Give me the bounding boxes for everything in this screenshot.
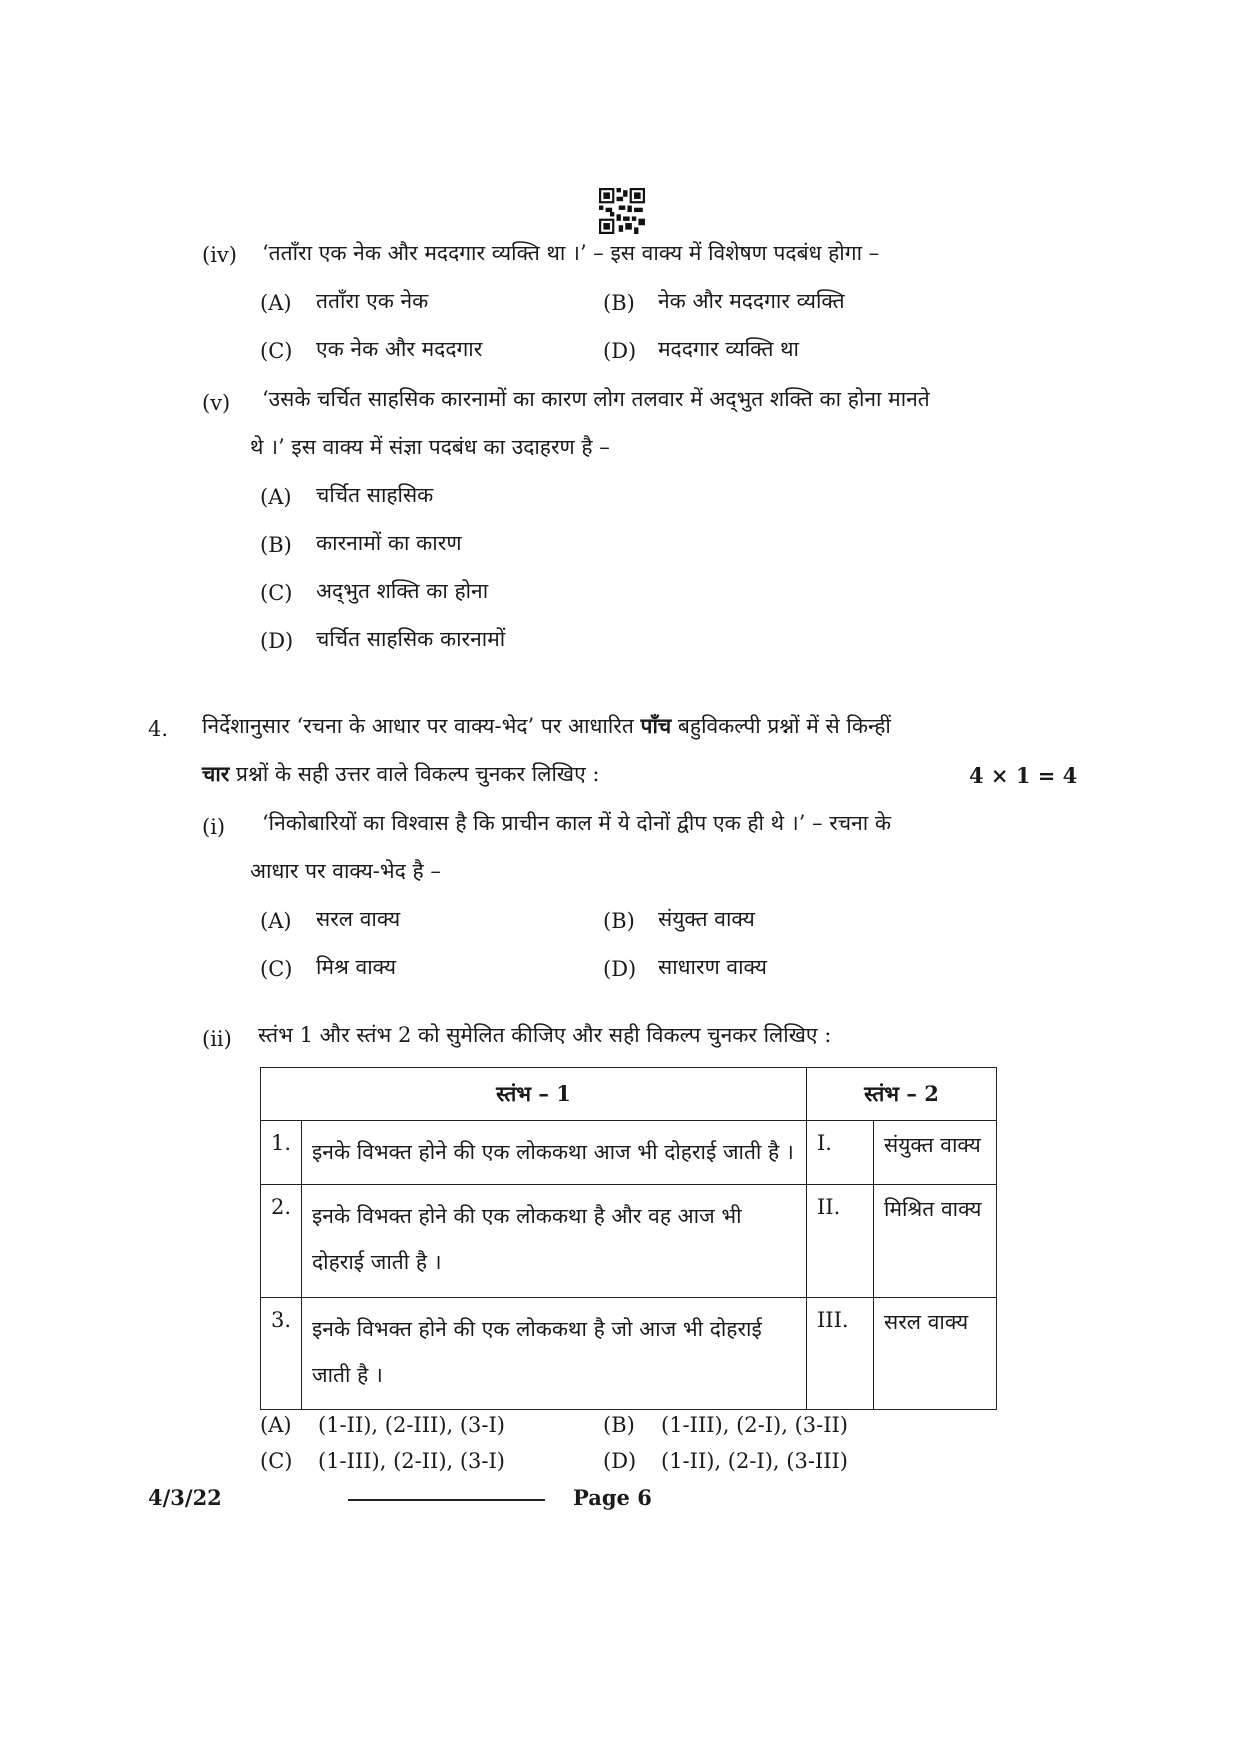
row-type: मिश्रित वाक्य [874, 1185, 997, 1297]
table-header-row [261, 1068, 997, 1121]
option-label: (D) [603, 957, 637, 981]
row-roman: III. [807, 1297, 874, 1409]
option-label: (B) [603, 909, 635, 933]
table-row [261, 1121, 997, 1185]
table-row [261, 1185, 997, 1297]
question-heading-line2 [202, 760, 599, 788]
column-1-header: स्तंभ – 1 [261, 1068, 807, 1121]
option-text: (1-III), (2-II), (3-I) [318, 1449, 506, 1473]
table-row [261, 1297, 997, 1409]
question-number: (v) [202, 391, 231, 415]
heading-text: निर्देशानुसार ‘रचना के आधार पर वाक्य-भेद’ पर आधारित [202, 714, 641, 738]
option-text: मददगार व्यक्ति था [658, 337, 799, 361]
option-text: चर्चित साहसिक कारनामों [316, 627, 506, 651]
row-type: संयुक्त वाक्य [874, 1121, 997, 1185]
question-text: थे ।’ इस वाक्य में संज्ञा पदबंध का उदाहरण है – [250, 435, 610, 459]
heading-text: प्रश्नों के सही उत्तर वाले विकल्प चुनकर लिखिए : [229, 762, 600, 786]
option-text: नेक और मददगार व्यक्ति [658, 289, 845, 313]
row-sentence: इनके विभक्त होने की एक लोककथा है और वह आज भी दोहराई जाती है । [302, 1185, 807, 1297]
column-2-header: स्तंभ – 2 [807, 1068, 997, 1121]
question-number: (iv) [202, 243, 237, 267]
option-text: (1-II), (2-III), (3-I) [318, 1413, 506, 1437]
option-text: अद्‌भुत शक्ति का होना [316, 579, 489, 603]
option-text: सरल वाक्य [316, 907, 401, 931]
heading-bold: चार [202, 761, 230, 786]
option-label: (B) [603, 291, 635, 315]
option-text: (1-II), (2-I), (3-III) [661, 1449, 849, 1473]
option-text: साधारण वाक्य [658, 955, 767, 979]
option-label: (A) [260, 485, 292, 509]
option-text: संयुक्त वाक्य [658, 907, 755, 931]
paper-code: 4/3/22 [148, 1485, 222, 1510]
option-text: चर्चित साहसिक [316, 483, 434, 507]
option-label: (D) [603, 339, 637, 363]
row-sentence: इनके विभक्त होने की एक लोककथा है जो आज भी दोहराई जाती है । [302, 1297, 807, 1409]
row-number: 3. [261, 1297, 302, 1409]
option-label: (C) [260, 957, 293, 981]
option-text: एक नेक और मददगार [316, 337, 483, 361]
heading-text: बहुविकल्पी प्रश्नों में से किन्हीं [671, 714, 891, 738]
question-text: आधार पर वाक्य-भेद है – [250, 859, 441, 883]
option-label: (A) [260, 291, 292, 315]
row-roman: II. [807, 1185, 874, 1297]
row-sentence: इनके विभक्त होने की एक लोककथा आज भी दोहराई जाती है । [302, 1121, 807, 1185]
option-label: (A) [260, 909, 292, 933]
option-label: (C) [260, 581, 293, 605]
marks: 4 × 1 = 4 [969, 763, 1078, 788]
option-text: (1-III), (2-I), (3-II) [661, 1413, 849, 1437]
option-text: ततॉंरा एक नेक [316, 289, 429, 313]
row-roman: I. [807, 1121, 874, 1185]
option-label: (C) [260, 1449, 293, 1473]
question-heading-line1 [202, 712, 891, 740]
row-type: सरल वाक्य [874, 1297, 997, 1409]
question-number: (ii) [202, 1027, 232, 1051]
option-label: (D) [603, 1449, 637, 1473]
option-label: (C) [260, 339, 293, 363]
question-number: (i) [202, 815, 226, 839]
question-text: ‘उसके चर्चित साहसिक कारनामों का कारण लोग तलवार में अद्‌भुत शक्ति का होना मानते [262, 387, 930, 411]
page-number: Page 6 [573, 1485, 652, 1510]
heading-bold: पाँच [640, 713, 672, 738]
matching-table [260, 1067, 997, 1410]
qr-code-icon [599, 188, 645, 234]
option-label: (A) [260, 1413, 292, 1437]
option-text: मिश्र वाक्य [316, 955, 397, 979]
footer-divider [348, 1499, 545, 1501]
question-text: ‘ततॉंरा एक नेक और मददगार व्यक्ति था ।’ – इस वाक्य में विशेषण पदबंध होगा – [262, 241, 880, 265]
question-text: स्तंभ 1 और स्तंभ 2 को सुमेलित कीजिए और सही विकल्प चुनकर लिखिए : [258, 1023, 832, 1047]
row-number: 2. [261, 1185, 302, 1297]
option-label: (B) [603, 1413, 635, 1437]
option-label: (B) [260, 533, 292, 557]
row-number: 1. [261, 1121, 302, 1185]
question-number: 4. [148, 717, 169, 741]
question-text: ‘निकोबारियों का विश्वास है कि प्राचीन काल में ये दोनों द्वीप एक ही थे ।’ – रचना के [262, 811, 892, 835]
option-text: कारनामों का कारण [316, 531, 462, 555]
option-label: (D) [260, 629, 294, 653]
